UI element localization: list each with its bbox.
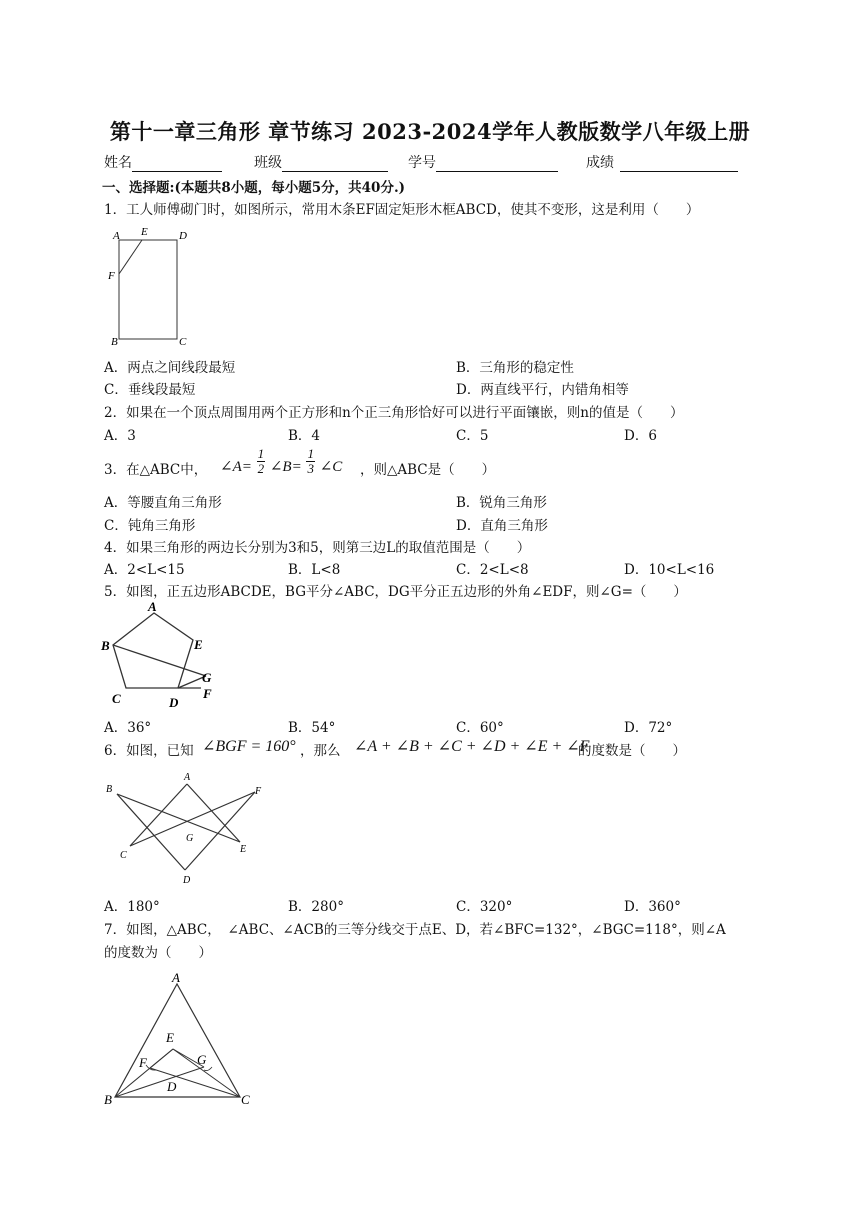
label-G: G — [186, 833, 194, 844]
label-F: F — [255, 786, 262, 797]
formula-mid: ∠B= — [269, 458, 302, 475]
formula-rhs: ∠C — [319, 458, 343, 475]
section-heading: 一、选择题:(本题共8小题，每小题5分，共40分.) — [102, 180, 406, 196]
label-C: C — [112, 691, 121, 706]
question-7-line-2: 的度数为（ ） — [104, 945, 212, 961]
question-3-formula — [220, 447, 342, 483]
q4-option-a[interactable]: A．2<L<15 — [104, 562, 185, 578]
label-D: D — [169, 695, 179, 710]
label-A: A — [184, 772, 191, 783]
q3-option-c[interactable]: C．钝角三角形 — [104, 518, 196, 534]
score-label: 成绩 — [586, 155, 614, 171]
label-G: G — [202, 670, 212, 685]
question-7-line-1: 7．如图，△ABC， ∠ABC、∠ACB的三等分线交于点E、D，若∠BFC=132°，∠BGC=118°，则∠A — [104, 922, 726, 938]
formula-frac-2: $\frac{1}{3}$ — [307, 446, 314, 476]
label-B: B — [101, 638, 110, 653]
q5-option-a[interactable]: A．36° — [104, 720, 152, 736]
student-id-field — [408, 152, 558, 172]
question-1-figure — [104, 222, 194, 348]
label-E: E — [166, 1030, 174, 1045]
question-3-prefix: 3．在△ABC中， — [104, 462, 208, 478]
label-E: E — [240, 844, 247, 855]
score-blank[interactable] — [620, 155, 738, 172]
label-B: B — [104, 1092, 112, 1107]
label-E: E — [194, 637, 203, 652]
q2-option-c[interactable]: C．5 — [456, 428, 489, 444]
question-2-text: 2．如果在一个顶点周围用两个正方形和n个正三角形恰好可以进行平面镶嵌，则n的值是（ ） — [104, 405, 684, 421]
question-6-mid: ，那么 — [300, 743, 341, 759]
label-A: A — [172, 970, 180, 985]
question-6-figure — [100, 766, 270, 888]
q5-option-c[interactable]: C．60° — [456, 720, 504, 736]
question-5-text: 5．如图，正五边形ABCDE，BG平分∠ABC，DG平分正五边形的外角∠EDF，则∠G=（ ） — [104, 584, 687, 600]
student-id-label: 学号 — [408, 155, 436, 171]
q6-option-c[interactable]: C．320° — [456, 899, 513, 915]
label-D: D — [179, 230, 187, 242]
q5-option-d[interactable]: D．72° — [624, 720, 673, 736]
score-field — [586, 152, 738, 172]
question-6-given: ∠BGF = 160° — [202, 738, 296, 755]
q3-option-b[interactable]: B．锐角三角形 — [456, 495, 547, 511]
student-id-blank[interactable] — [436, 155, 558, 172]
q1-option-a[interactable]: A．两点之间线段最短 — [104, 360, 236, 376]
label-F: F — [139, 1055, 147, 1070]
q1-option-c[interactable]: C．垂线段最短 — [104, 382, 196, 398]
page-title: 第十一章三角形 章节练习 2023-2024学年人教版数学八年级上册 — [109, 119, 751, 144]
question-6-suffix: 的度数是（ ） — [578, 743, 686, 759]
label-F: F — [203, 686, 212, 701]
question-4-text: 4．如果三角形的两边长分别为3和5，则第三边L的取值范围是（ ） — [104, 540, 531, 556]
q6-option-a[interactable]: A．180° — [104, 899, 160, 915]
q4-option-c[interactable]: C．2<L<8 — [456, 562, 529, 578]
q1-option-b[interactable]: B．三角形的稳定性 — [456, 360, 574, 376]
q2-option-b[interactable]: B．4 — [288, 428, 321, 444]
label-C: C — [120, 850, 127, 861]
q4-option-d[interactable]: D．10<L<16 — [624, 562, 715, 578]
name-blank[interactable] — [132, 155, 222, 172]
question-5-figure — [98, 600, 228, 712]
label-B: B — [106, 784, 113, 795]
formula-frac-1: $\frac{1}{2}$ — [257, 446, 265, 476]
label-D: D — [183, 875, 191, 886]
formula-lhs: ∠A= — [220, 458, 252, 475]
question-6-prefix: 6．如图，已知 — [104, 743, 194, 759]
label-E: E — [141, 226, 148, 238]
label-B: B — [111, 336, 118, 348]
q3-option-d[interactable]: D．直角三角形 — [456, 518, 548, 534]
label-A: A — [113, 230, 120, 242]
question-7-figure — [100, 964, 260, 1110]
q4-option-b[interactable]: B．L<8 — [288, 562, 341, 578]
q3-option-a[interactable]: A．等腰直角三角形 — [104, 495, 222, 511]
q1-option-d[interactable]: D．两直线平行，内错角相等 — [456, 382, 629, 398]
q5-option-b[interactable]: B．54° — [288, 720, 336, 736]
name-label: 姓名 — [104, 155, 132, 171]
q6-option-b[interactable]: B．280° — [288, 899, 344, 915]
class-blank[interactable] — [282, 155, 388, 172]
question-6-expr: ∠A + ∠B + ∠C + ∠D + ∠E + ∠F — [354, 738, 590, 755]
label-G: G — [197, 1052, 207, 1067]
q2-option-d[interactable]: D．6 — [624, 428, 657, 444]
class-field — [254, 152, 388, 172]
label-D: D — [167, 1079, 177, 1094]
q2-option-a[interactable]: A．3 — [104, 428, 136, 444]
label-C: C — [241, 1092, 250, 1107]
q6-option-d[interactable]: D．360° — [624, 899, 681, 915]
name-field — [104, 152, 222, 172]
question-1-text: 1．工人师傅砌门时，如图所示，常用木条EF固定矩形木框ABCD，使其不变形，这是利用（ ） — [104, 202, 700, 218]
label-F: F — [108, 270, 115, 282]
label-A: A — [148, 600, 157, 614]
class-label: 班级 — [254, 155, 282, 171]
label-C: C — [179, 336, 187, 348]
question-3-suffix: ，则△ABC是（ ） — [360, 462, 496, 478]
